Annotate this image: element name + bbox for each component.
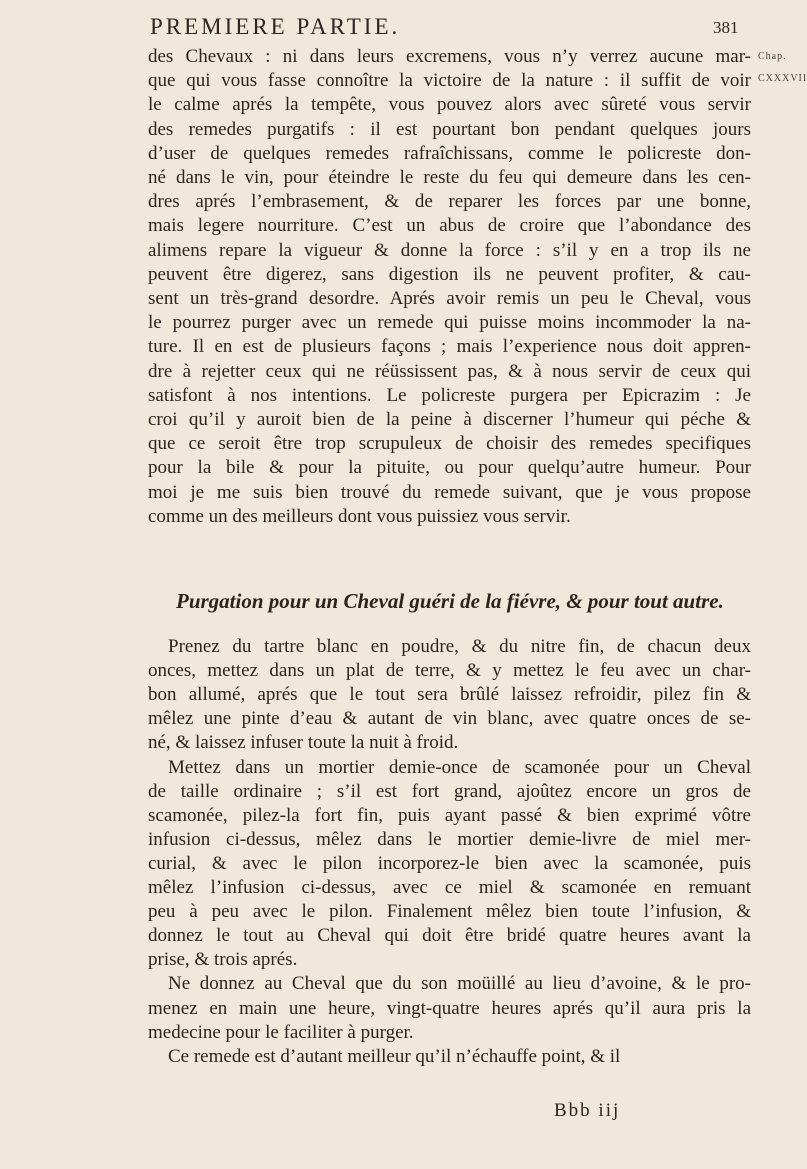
text-line: infusion ci-dessus, mêlez dans le mortier demie-livre de miel mer- bbox=[148, 828, 751, 850]
text-line: que ce seroit être trop scrupuleux de choisir des remedes specifiques bbox=[148, 433, 751, 455]
text-line: sent un très-grand desordre. Aprés avoir remis un peu le Cheval, vous bbox=[148, 288, 751, 309]
text-line: bon allumé, aprés que le tout sera brûlé laissez refroidir, pilez fin & bbox=[148, 684, 751, 706]
text-line: que qui vous fasse connoître la victoire de la nature : il suffit de voir bbox=[148, 70, 751, 92]
text-line: mêlez une pinte d’eau & autant de vin blanc, avec quatre onces de se- bbox=[148, 708, 751, 730]
text-line: Mettez dans un mortier demie-once de scamonée pour un Cheval bbox=[168, 756, 751, 778]
text-line: satisfont à nos intentions. Le policreste purgera per Epicrazim : Je bbox=[148, 384, 751, 406]
text-line: alimens repare la vigueur & donne la force : s’il y en a trop ils ne bbox=[148, 239, 751, 261]
text-line: le calme aprés la tempête, vous pouvez alors avec sûreté vous servir bbox=[148, 94, 751, 116]
text-line: medecine pour le faciliter à purger. bbox=[148, 1021, 414, 1043]
text-line: Prenez du tartre blanc en poudre, & du nitre fin, de chacun deux bbox=[168, 636, 751, 657]
text-line: des remedes purgatifs : il est pourtant bon pendant quelques jours bbox=[148, 118, 751, 140]
text-line: mais legere nourriture. C’est un abus de croire que l’abondance des bbox=[148, 215, 751, 237]
text-line: peuvent être digerez, sans digestion ils ne peuvent profiter, & cau- bbox=[148, 263, 751, 285]
running-title: PREMIERE PARTIE. bbox=[150, 14, 401, 39]
text-line: dre à rejetter ceux qui ne réüssissent pas, & à nous servir de ceux qui bbox=[148, 360, 751, 382]
text-line: né, & laissez infuser toute la nuit à froid. bbox=[148, 732, 459, 754]
signature-mark: Bbb iij bbox=[554, 1100, 621, 1121]
text-line: ture. Il en est de plusieurs façons ; mais l’experience nous doit appren- bbox=[148, 336, 751, 358]
text-line: né dans le vin, pour éteindre le reste du feu qui demeure dans les cen- bbox=[148, 167, 751, 188]
text-line: curial, & avec le pilon incorporez-le bien avec la scamonée, puis bbox=[148, 852, 751, 874]
margin-note-number: CXXXVII bbox=[758, 73, 807, 84]
text-line: mêlez l’infusion ci-dessus, avec ce miel & scamonée en remuant bbox=[148, 877, 751, 898]
text-line: menez en main une heure, vingt-quatre heures aprés qu’il aura pris la bbox=[148, 997, 751, 1019]
text-line: de taille ordinaire ; s’il est fort grand, ajoûtez encore un gros de bbox=[148, 780, 751, 802]
text-line: prise, & trois aprés. bbox=[148, 949, 298, 971]
text-line: dres aprés l’embrasement, & de reparer les forces par une bonne, bbox=[148, 191, 751, 213]
text-line: peu à peu avec le pilon. Finalement mêlez bien toute l’infusion, & bbox=[148, 901, 751, 923]
text-line: des Chevaux : ni dans leurs excremens, vous n’y verrez aucune mar- bbox=[148, 46, 751, 67]
text-line: comme un des meilleurs dont vous puissiez vous servir. bbox=[148, 505, 571, 527]
text-line: Ce remede est d’autant meilleur qu’il n’échauffe point, & il bbox=[168, 1045, 621, 1067]
margin-note-chapter: Chap. bbox=[758, 51, 787, 62]
text-line: d’user de quelques remedes rafraîchissans, comme le policreste don- bbox=[148, 142, 751, 164]
text-line: moi je me suis bien trouvé du remede suivant, que je vous propose bbox=[148, 481, 751, 503]
text-line: donnez le tout au Cheval qui doit être bridé quatre heures avant la bbox=[148, 925, 751, 947]
text-line: onces, mettez dans un plat de terre, & y mettez le feu avec un char- bbox=[148, 660, 751, 682]
text-line: Ne donnez au Cheval que du son moüillé au lieu d’avoine, & le pro- bbox=[168, 973, 751, 995]
page-number: 381 bbox=[713, 18, 739, 37]
text-line: pour la bile & pour la pituite, ou pour quelqu’autre humeur. Pour bbox=[148, 457, 751, 479]
text-line: scamonée, pilez-la fort fin, puis ayant passé & bien exprimé vôtre bbox=[148, 804, 751, 826]
text-line: le pourrez purger avec un remede qui puisse moins incommoder la na- bbox=[148, 312, 751, 334]
recipe-heading: Purgation pour un Cheval guéri de la fiévre, & pour tout autre. bbox=[176, 589, 724, 613]
text-line: croi qu’il y auroit bien de la peine à discerner l’humeur qui péche & bbox=[148, 409, 751, 430]
